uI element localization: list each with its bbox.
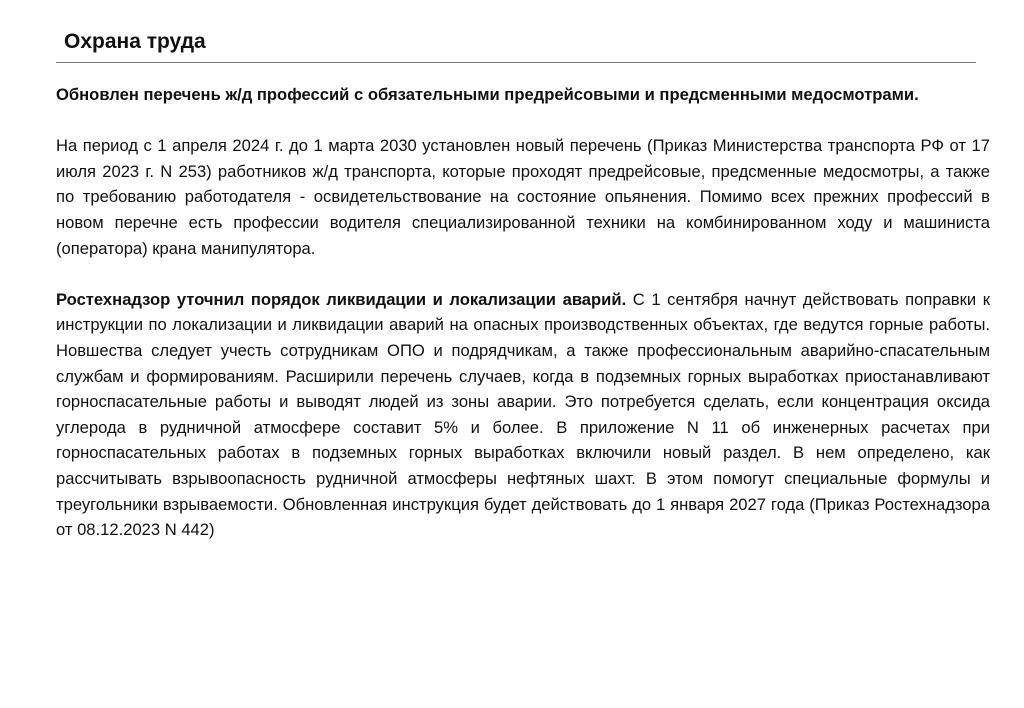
article-1-heading: Обновлен перечень ж/д профессий с обязательными предрейсовыми и предсменными медосмотрами. — [56, 85, 919, 104]
article-2-lead: Ростехнадзор уточнил порядок ликвидации и локализации аварий. — [56, 289, 627, 309]
article-1-body: На период с 1 апреля 2024 г. до 1 марта 2030 установлен новый перечень (Приказ Министерства транспорта РФ от 17 июля 2023 г. N 253) работников ж/д транспорта, которые проходят предрейсовые, предсменные медосмотры, а также по требованию работодателя - освидетельствование на состояние опьянения. Помимо всех прежних профессий в новом перечне есть профессии водителя специализированной техники на комбинированном ходу и машиниста (оператора) крана манипулятора. — [56, 136, 990, 258]
article-heading — [56, 82, 990, 108]
section-title: Охрана труда — [64, 30, 206, 53]
document-content — [56, 82, 990, 543]
article-2-paragraph — [56, 287, 990, 543]
article-2-body: С 1 сентября начнут действовать поправки к инструкции по локализации и ликвидации аварий на опасных производственных объектах, где ведутся горные работы. Новшества следует учесть сотрудникам ОПО и подрядчикам, а также профессиональным аварийно-спасательным службам и формированиям. Расширили перечень случаев, когда в подземных горных выработках приостанавливают горноспасательные работы и выводят людей из зоны аварии. Это потребуется сделать, если концентрация оксида углерода в рудничной атмосфере составит 5% и более. В приложение N 11 об инженерных расчетах при горноспасательных работах в подземных горных выработках включили новый раздел. В нем определено, как рассчитывать взрывоопасность рудничной атмосферы нефтяных шахт. В этом помогут специальные формулы и треугольники взрываемости. Обновленная инструкция будет действовать до 1 января 2027 года (Приказ Ростехнадзора от 08.12.2023 N 442) — [56, 289, 990, 540]
article-1-paragraph — [56, 133, 990, 261]
title-divider — [56, 62, 976, 63]
